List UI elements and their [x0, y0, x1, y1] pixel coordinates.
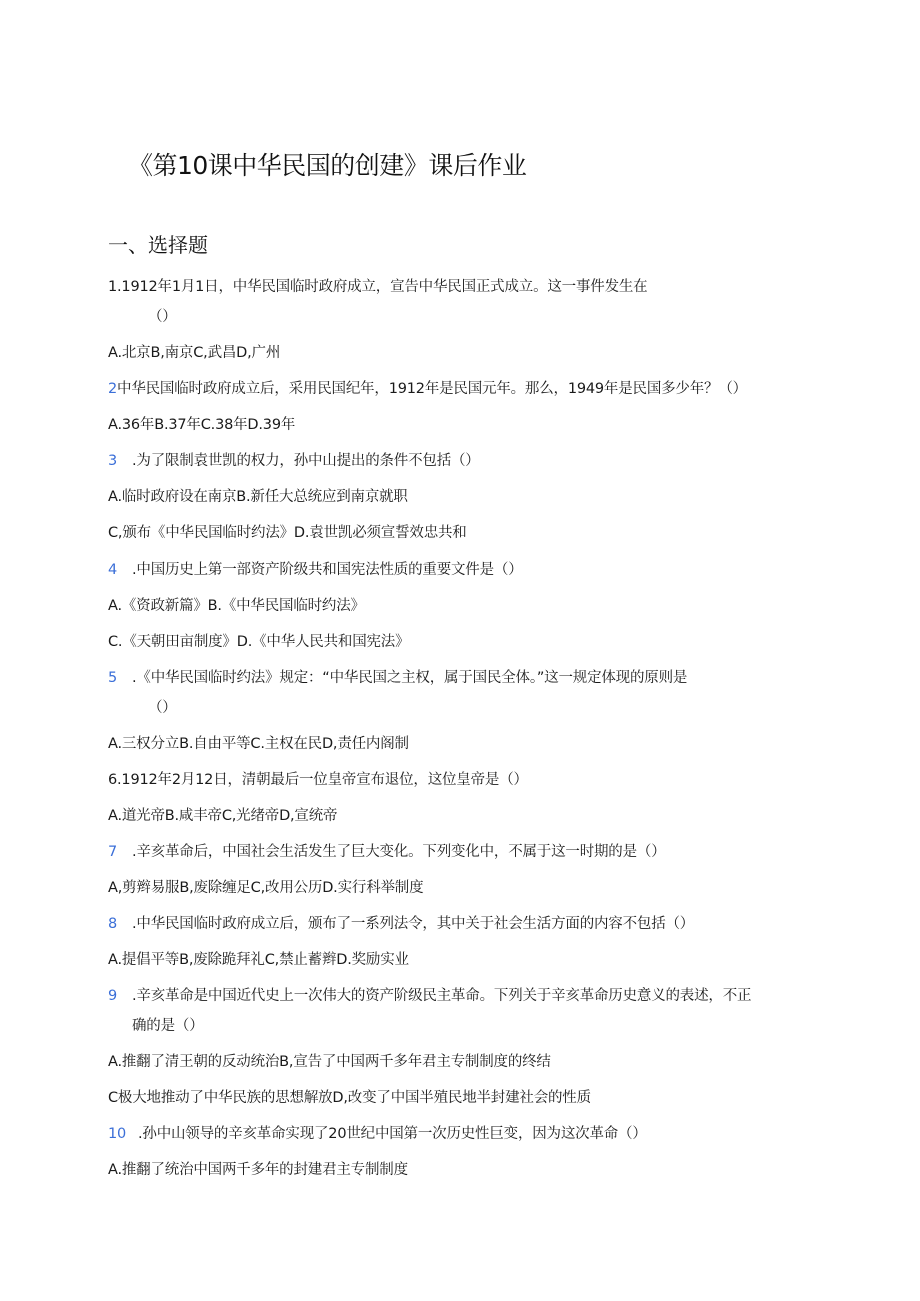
- question-line: [108, 1123, 647, 1145]
- question-line: [108, 559, 523, 581]
- question-line: [108, 667, 687, 689]
- options-line: [108, 1159, 408, 1181]
- question-continuation: [132, 1015, 204, 1037]
- options-line: [108, 631, 409, 653]
- question-number: 7: [108, 844, 118, 860]
- line-text: .中华民国临时政府成立后，颁布了一系列法令，其中关于社会生活方面的内容不包括（）: [132, 916, 695, 932]
- line-text: 6.1912年2月12日，清朝最后一位皇帝宣布退位，这位皇帝是（）: [108, 772, 528, 788]
- question-number: 10: [108, 1126, 127, 1142]
- line-text: .为了限制袁世凯的权力，孙中山提出的条件不包括（）: [132, 453, 480, 469]
- line-text: .孙中山领导的辛亥革命实现了20世纪中国第一次历史性巨变，因为这次革命（）: [138, 1126, 647, 1142]
- question-number: 8: [108, 916, 118, 932]
- options-line: [108, 595, 365, 617]
- line-text: .辛亥革命是中国近代史上一次伟大的资产阶级民主革命。下列关于辛亥革命历史意义的表述，不正: [132, 988, 752, 1004]
- line-text: .中国历史上第一部资产阶级共和国宪法性质的重要文件是（）: [132, 562, 523, 578]
- line-text: A.三权分立B.自由平等C.主权在民D,责任内阁制: [108, 736, 409, 752]
- line-text: A.北京B,南京C,武昌D,广州: [108, 345, 281, 361]
- options-line: [108, 805, 337, 827]
- line-text: .辛亥革命后，中国社会生活发生了巨大变化。下列变化中，不属于这一时期的是（）: [132, 844, 666, 860]
- answer-blank: [148, 306, 177, 328]
- options-line: [108, 733, 409, 755]
- line-text: A.推翻了清王朝的反动统治B,宣告了中国两千多年君主专制制度的终结: [108, 1054, 551, 1070]
- options-line: [108, 1087, 591, 1109]
- line-text: A.36年B.37年C.38年D.39年: [108, 417, 296, 433]
- question-line: [108, 450, 480, 472]
- question-line: [108, 378, 747, 400]
- line-text: A.提倡平等B,废除跪拜礼C,禁止蓄辫D.奖励实业: [108, 952, 409, 968]
- line-text: C.《天朝田亩制度》D.《中华人民共和国宪法》: [108, 634, 410, 650]
- line-text: C,颁布《中华民国临时约法》D.袁世凯必须宣誓效忠共和: [108, 525, 467, 541]
- question-line: [108, 769, 528, 791]
- line-text: A.推翻了统治中国两千多年的封建君主专制制度: [108, 1162, 408, 1178]
- question-number: 9: [108, 988, 118, 1004]
- question-line: [108, 985, 751, 1007]
- options-line: [108, 522, 467, 544]
- line-text: A.临时政府设在南京B.新任大总统应到南京就职: [108, 489, 408, 505]
- question-line: [108, 276, 647, 298]
- question-number: 2: [108, 381, 118, 397]
- line-text: A.道光帝B.咸丰帝C,光绪帝D,宣统帝: [108, 808, 338, 824]
- answer-blank: [148, 697, 177, 719]
- document-title: 《第10课中华民国的创建》课后作业: [128, 151, 527, 180]
- question-line: [108, 841, 666, 863]
- question-number: 5: [108, 670, 118, 686]
- line-text: 确的是（）: [132, 1018, 204, 1034]
- line-text: A.《资政新篇》B.《中华民国临时约法》: [108, 598, 365, 614]
- options-line: [108, 949, 409, 971]
- line-text: （）: [148, 309, 177, 325]
- line-text: A,剪辫易服B,废除缠足C,改用公历D.实行科举制度: [108, 880, 424, 896]
- question-line: [108, 913, 694, 935]
- line-text: 中华民国临时政府成立后，采用民国纪年，1912年是民国元年。那么，1949年是民国多少年？（）: [117, 381, 747, 397]
- question-number: 4: [108, 562, 118, 578]
- section-heading: 一、选择题: [108, 233, 208, 257]
- line-text: （）: [148, 700, 177, 716]
- line-text: C极大地推动了中华民族的思想解放D,改变了中国半殖民地半封建社会的性质: [108, 1090, 591, 1106]
- options-line: [108, 342, 280, 364]
- question-number: 3: [108, 453, 118, 469]
- options-line: [108, 1051, 551, 1073]
- line-text: .《中华民国临时约法》规定：“中华民国之主权，属于国民全体。”这一规定体现的原则是: [132, 670, 688, 686]
- options-line: [108, 414, 295, 436]
- line-text: 1.1912年1月1日，中华民国临时政府成立，宣告中华民国正式成立。这一事件发生在: [108, 279, 648, 295]
- options-line: [108, 877, 423, 899]
- options-line: [108, 486, 408, 508]
